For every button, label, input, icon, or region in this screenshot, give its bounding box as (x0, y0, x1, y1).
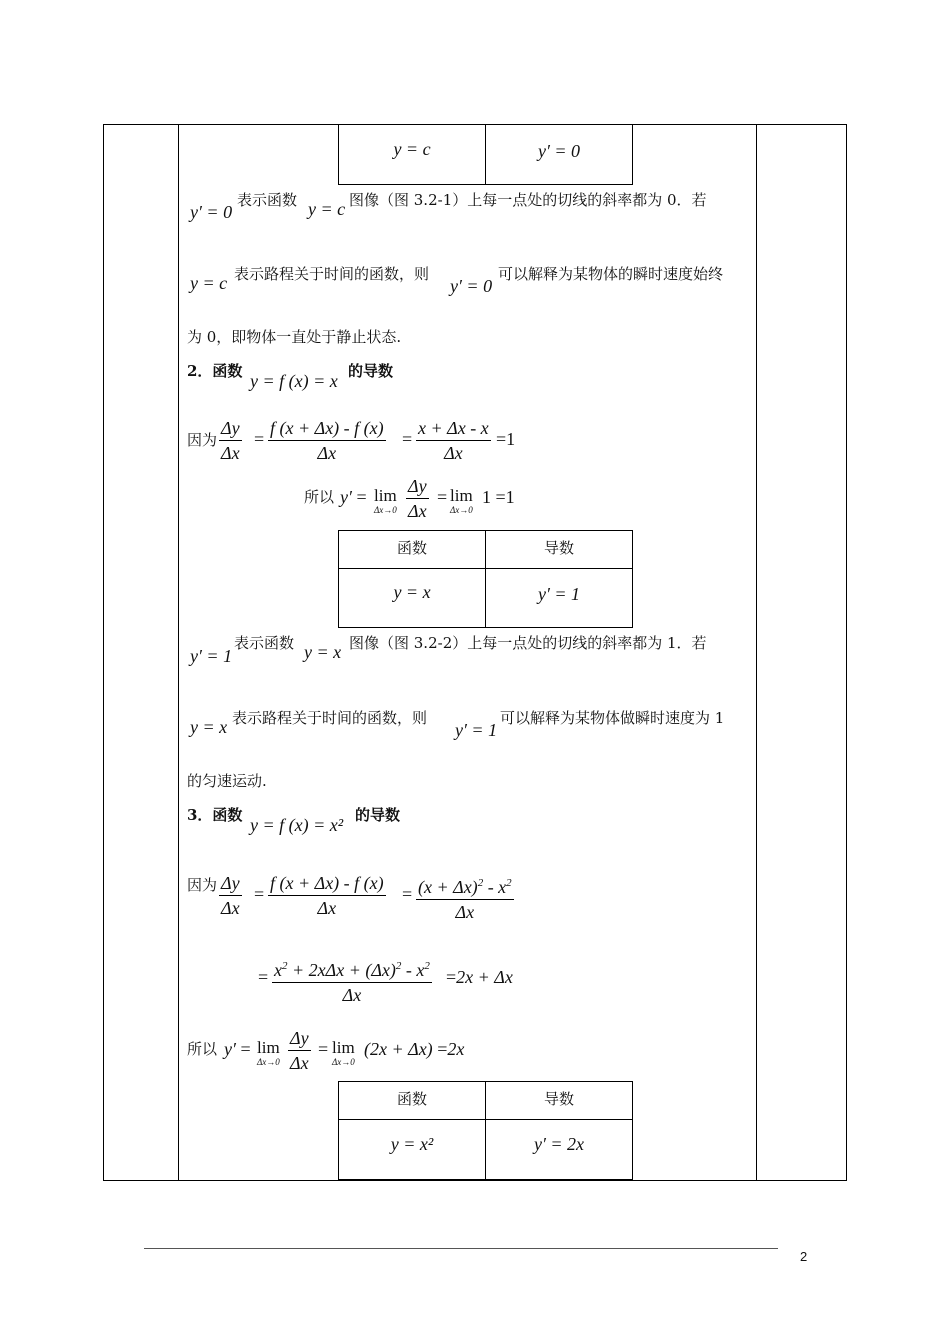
s3-frac-dy-dx: Δy Δx (221, 873, 240, 918)
s2-because: 因为 (187, 431, 218, 449)
column-divider-1 (178, 124, 179, 1181)
s1-yprime: y′ = 0 (190, 202, 233, 222)
s2-lim-1: lim Δx→0 (374, 486, 397, 515)
s2-frac-simplified: x + Δx - x Δx (418, 418, 489, 463)
s1-para-b: 图像（图 3.2-1）上每一点处的切线的斜率都为 0．若 (349, 191, 707, 209)
table-3-deriv: y′ = 2x (533, 1134, 585, 1154)
s2-para-c: 表示路程关于时间的函数，则 (232, 709, 428, 727)
footer-rule (144, 1248, 778, 1249)
table-3-func: y = x² (390, 1134, 434, 1154)
table-1-func: y = c (393, 139, 431, 159)
table-2-head-deriv: 导数 (543, 539, 574, 557)
table-1-func-cell (338, 124, 486, 185)
table-2-head-deriv-cell (485, 530, 633, 569)
s1-para-e: 为 0，即物体一直处于静止状态. (187, 328, 402, 346)
page-number: 2 (800, 1249, 808, 1264)
s3-frac-expanded: $x^2 + 2x\Delta x + (\Delta x)^2 - x^2$ Δx (274, 960, 430, 1005)
s3-lim-2: lim Δx→0 (332, 1038, 355, 1067)
s2-so: 所以 (304, 488, 335, 506)
s3-heading-tail: 的导数 (355, 806, 401, 824)
table-2-func-cell (338, 568, 486, 628)
s3-frac-difference: f (x + Δx) - f (x) Δx (270, 873, 384, 918)
s1-yprime-2: y′ = 0 (450, 276, 493, 296)
s1-para-d: 可以解释为某物体的瞬时速度始终 (498, 265, 724, 283)
s2-yprime: y′ = 1 (190, 646, 233, 666)
s3-frac-square: $(x + \Delta x)^2 - x^2$ Δx (418, 877, 512, 922)
s3-because: 因为 (187, 876, 218, 894)
table-2-func: y = x (393, 582, 431, 602)
outer-left-border (103, 124, 104, 1181)
s1-yc-2: y = c (190, 273, 228, 293)
column-divider-2 (756, 124, 757, 1181)
outer-right-border (846, 124, 847, 1181)
s2-para-a: 表示函数 (234, 634, 295, 652)
s2-heading-tail: 的导数 (348, 362, 394, 380)
s1-para-a: 表示函数 (237, 191, 298, 209)
s2-para-d: 可以解释为某物体做瞬时速度为 1 (500, 709, 725, 727)
table-2-head-func-cell (338, 530, 486, 569)
s2-heading-num: 2．函数 (187, 362, 243, 380)
s3-frac-lim: Δy Δx (290, 1028, 309, 1073)
s2-para-e: 的匀速运动. (187, 772, 267, 790)
s3-lim-1: lim Δx→0 (257, 1038, 280, 1067)
table-3-head-deriv: 导数 (543, 1090, 574, 1108)
s3-so: 所以 (187, 1040, 218, 1058)
table-2-deriv: y′ = 1 (537, 584, 581, 604)
table-2-head-func: 函数 (396, 539, 427, 557)
s2-lim-2: lim Δx→0 (450, 486, 473, 515)
s2-yx-2: y = x (190, 717, 228, 737)
s2-frac-lim: Δy Δx (408, 476, 427, 521)
outer-bottom-border (103, 1180, 847, 1181)
table-1-deriv: y′ = 0 (537, 141, 581, 161)
s3-heading-num: 3．函数 (187, 806, 243, 824)
table-1-deriv-cell (485, 124, 633, 185)
s1-para-c: 表示路程关于时间的函数，则 (234, 265, 430, 283)
table-3-deriv-cell (485, 1119, 633, 1180)
table-3-head-func: 函数 (396, 1090, 427, 1108)
s2-frac-difference: f (x + Δx) - f (x) Δx (270, 418, 384, 463)
s1-yc: y = c (308, 199, 346, 219)
s2-para-b: 图像（图 3.2-2）上每一点处的切线的斜率都为 1．若 (349, 634, 707, 652)
s2-frac-dy-dx: Δy Δx (221, 418, 240, 463)
s2-heading-math: y = f (x) = x (250, 371, 338, 391)
table-2-deriv-cell (485, 568, 633, 628)
table-3-head-deriv-cell (485, 1081, 633, 1120)
s2-yx: y = x (304, 642, 342, 662)
table-3-head-func-cell (338, 1081, 486, 1120)
s3-heading-math: y = f (x) = x² (250, 815, 344, 835)
s2-yprime-2: y′ = 1 (455, 720, 498, 740)
table-3-func-cell (338, 1119, 486, 1180)
